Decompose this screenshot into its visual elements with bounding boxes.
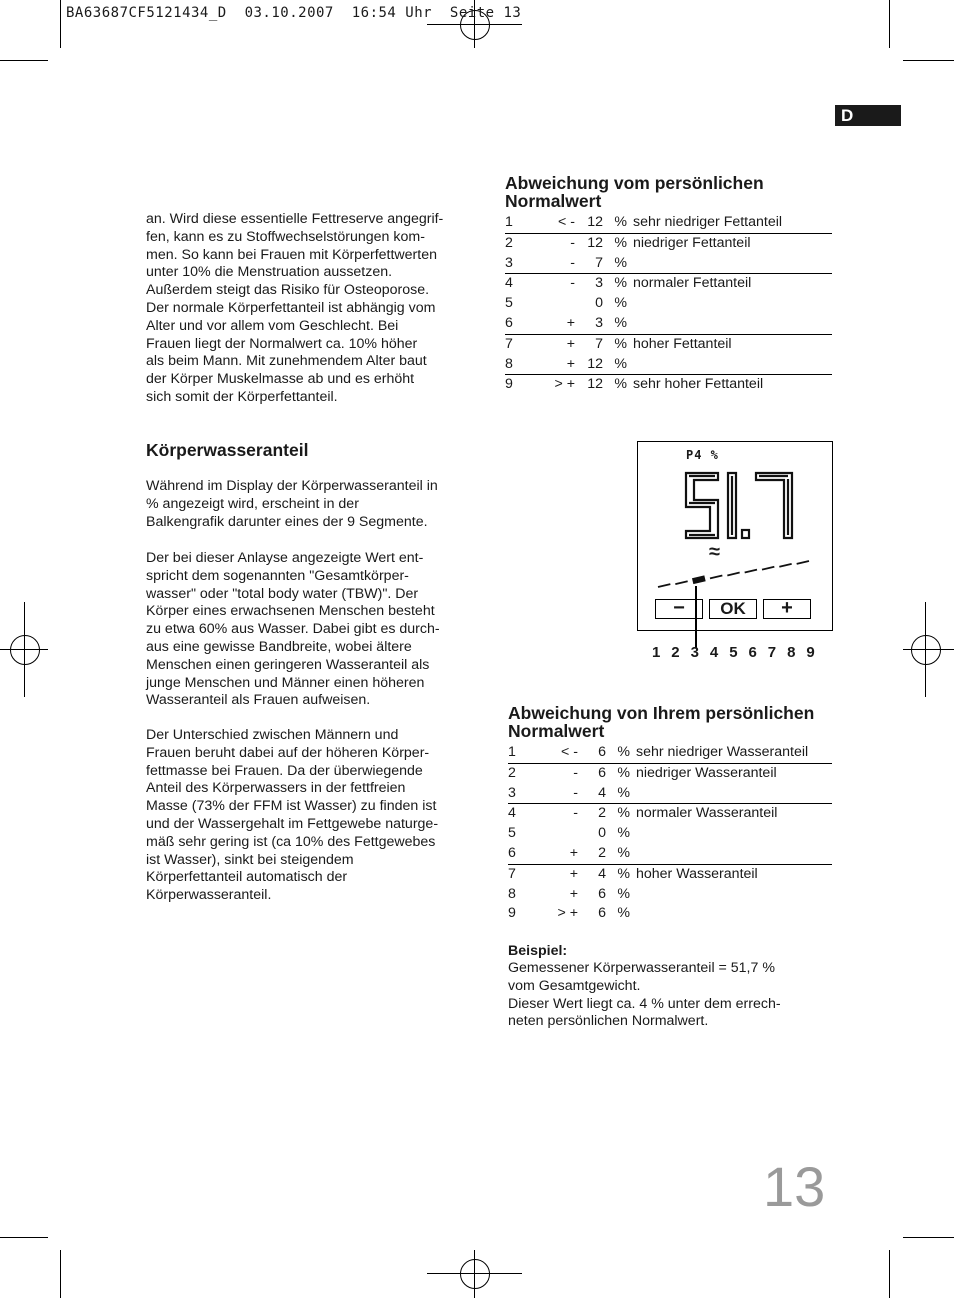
row-label: hoher Fettanteil xyxy=(633,334,832,354)
row-value: 4 xyxy=(598,784,606,801)
row-unit: % xyxy=(603,233,633,253)
segment-labels xyxy=(652,644,826,661)
row-number: 4 xyxy=(505,274,531,294)
row-number: 8 xyxy=(508,885,516,902)
bar-segment xyxy=(658,584,670,587)
row-sign: + xyxy=(531,334,579,354)
row-label xyxy=(633,254,832,274)
row-value: 4 xyxy=(582,864,606,884)
row-value: 6 xyxy=(598,744,606,760)
row-number: 5 xyxy=(508,825,516,842)
fat-table-heading xyxy=(505,174,764,210)
table-row xyxy=(508,763,832,783)
row-sign: - xyxy=(573,784,578,801)
row-unit: % xyxy=(603,274,633,294)
scale-display xyxy=(637,441,833,631)
registration-mark xyxy=(460,1259,490,1289)
row-sign: < - xyxy=(558,214,575,230)
row-unit: % xyxy=(617,885,630,902)
mode-label: P4 % xyxy=(686,448,719,462)
crop-mark xyxy=(903,1237,954,1238)
heading-line: Normalwert xyxy=(505,191,602,211)
row-unit: % xyxy=(617,825,630,842)
row-value: 6 xyxy=(582,763,606,783)
row-label: normaler Fettanteil xyxy=(633,274,832,294)
table-row xyxy=(505,314,832,334)
row-unit: % xyxy=(614,254,627,271)
row-number: 2 xyxy=(508,763,534,783)
table-row xyxy=(508,844,832,864)
row-value: 2 xyxy=(582,804,606,824)
row-value: 7 xyxy=(595,254,603,271)
row-label xyxy=(633,314,832,334)
example-text: Gemessener Körperwasseranteil = 51,7 % vom Gesamtgewicht. Dieser Wert liegt ca. 4 % unter dem errech- neten persönlichen Normalwert. xyxy=(508,960,781,1030)
row-sign: - xyxy=(534,804,582,824)
crop-mark xyxy=(889,0,890,48)
table-row xyxy=(508,784,832,804)
crop-mark xyxy=(60,0,61,48)
print-slug: BA63687CF5121434_D 03.10.2007 16:54 Uhr Seite 13 xyxy=(66,5,522,21)
table-row xyxy=(508,804,832,824)
row-unit: % xyxy=(614,314,627,331)
ok-button[interactable]: OK xyxy=(709,599,757,619)
table-row xyxy=(505,334,832,354)
row-value: 7 xyxy=(579,334,603,354)
row-sign: + xyxy=(566,355,575,372)
body-paragraph: Während im Display der Körperwasseranteil in % angezeigt wird, erscheint in der Balkengrafik darunter eines der 9 Segmente. xyxy=(146,478,438,530)
row-sign: + xyxy=(534,864,582,884)
row-unit: % xyxy=(614,295,627,312)
section-heading-body-water: Körperwasseranteil xyxy=(146,440,309,460)
row-value: 12 xyxy=(579,233,603,253)
row-sign: + xyxy=(566,314,575,331)
row-unit: % xyxy=(617,744,630,760)
segment-label: 8 xyxy=(787,644,796,661)
row-number: 9 xyxy=(505,375,531,395)
row-unit: % xyxy=(606,804,636,824)
segment-label: 9 xyxy=(806,644,815,661)
example-block xyxy=(508,942,838,1031)
row-sign: + xyxy=(569,844,578,861)
bar-segment xyxy=(710,575,722,578)
row-label: sehr niedriger Wasseranteil xyxy=(636,744,809,760)
row-unit: % xyxy=(606,864,636,884)
heading-line: Normalwert xyxy=(508,721,605,741)
row-unit: % xyxy=(606,763,636,783)
water-table-heading xyxy=(508,704,814,740)
table-row xyxy=(508,743,832,763)
row-label xyxy=(633,294,832,314)
bar-segment xyxy=(727,573,739,576)
seven-segment-reading xyxy=(680,470,806,544)
crop-mark xyxy=(60,1250,61,1298)
row-label: niedriger Wasseranteil xyxy=(636,763,832,783)
row-number: 5 xyxy=(505,295,513,312)
row-unit: % xyxy=(617,784,630,801)
row-sign xyxy=(534,824,582,844)
row-label xyxy=(636,784,832,804)
row-unit: % xyxy=(617,844,630,861)
segment-label: 4 xyxy=(709,644,719,661)
row-value: 0 xyxy=(598,825,606,842)
row-unit: % xyxy=(617,905,630,922)
bar-segment xyxy=(762,567,774,570)
water-deviation-table xyxy=(508,743,832,924)
table-row xyxy=(508,904,832,924)
row-number: 1 xyxy=(505,214,513,230)
segment-label: 3 xyxy=(690,644,699,661)
row-unit: % xyxy=(614,214,627,230)
row-label: sehr hoher Fettanteil xyxy=(633,375,832,395)
row-sign: > + xyxy=(531,375,579,395)
row-value: 2 xyxy=(598,844,606,861)
segment-label: 7 xyxy=(767,644,777,661)
row-label xyxy=(636,844,832,864)
row-value: 6 xyxy=(598,905,606,922)
row-sign: - xyxy=(570,254,575,271)
table-row xyxy=(508,864,832,884)
segment-label: 6 xyxy=(748,644,757,661)
row-number: 7 xyxy=(505,334,531,354)
row-label xyxy=(636,904,832,924)
row-number: 7 xyxy=(508,864,534,884)
row-value: 3 xyxy=(595,314,603,331)
table-row xyxy=(508,824,832,844)
row-sign: < - xyxy=(561,744,578,760)
row-number: 9 xyxy=(508,905,516,922)
minus-button[interactable]: − xyxy=(655,599,703,619)
body-paragraph: Der bei dieser Anlayse angezeigte Wert ent- spricht dem sogenannten "Gesamtkörper- wasser" oder "total body water (TBW)". Der Körper eines erwachsenen Menschen besteht zu etwa 60% aus Wasser. Dabei gibt es durch- aus eine gewisse Bandbreite, wobei ältere Menschen einen geringeren Wasseranteil als junge Menschen und Männer einen höheren Wasseranteil als Frauen aufweisen. xyxy=(146,550,440,709)
row-label: niedriger Fettanteil xyxy=(633,233,832,253)
row-label: hoher Wasseranteil xyxy=(636,864,832,884)
segment-bar-graph xyxy=(654,559,816,591)
row-number: 6 xyxy=(505,314,513,331)
row-label: sehr niedriger Fettanteil xyxy=(633,214,783,230)
row-sign: > + xyxy=(557,905,578,922)
plus-button[interactable]: + xyxy=(763,599,811,619)
segment-label: 1 xyxy=(652,644,661,661)
registration-mark xyxy=(911,635,941,665)
table-row xyxy=(505,233,832,253)
row-unit: % xyxy=(603,334,633,354)
row-number: 6 xyxy=(508,844,516,861)
table-row xyxy=(505,294,832,314)
row-value: 0 xyxy=(595,295,603,312)
row-sign: - xyxy=(534,763,582,783)
row-value: 3 xyxy=(579,274,603,294)
bar-segment xyxy=(797,561,809,564)
table-row xyxy=(505,213,832,233)
crop-mark xyxy=(889,1250,890,1298)
segment-pointer-line xyxy=(695,586,697,648)
row-number: 2 xyxy=(505,233,531,253)
row-unit: % xyxy=(603,375,633,395)
row-number: 4 xyxy=(508,804,534,824)
row-number: 3 xyxy=(508,784,516,801)
segment-label: 5 xyxy=(729,644,738,661)
row-value: 12 xyxy=(587,355,603,372)
row-value: 12 xyxy=(587,214,603,230)
bar-segment xyxy=(779,564,791,567)
example-label: Beispiel: xyxy=(508,943,568,959)
segment-label: 2 xyxy=(671,644,680,661)
water-drop-icon: ≈ xyxy=(709,541,720,563)
row-label: normaler Wasseranteil xyxy=(636,804,832,824)
table-row xyxy=(505,254,832,274)
crop-mark xyxy=(0,1237,48,1238)
language-tab: D xyxy=(835,105,901,126)
row-label xyxy=(636,885,832,905)
row-label xyxy=(633,355,832,375)
row-sign xyxy=(531,294,579,314)
table-row xyxy=(505,375,832,395)
crop-mark xyxy=(0,60,48,61)
fat-deviation-table xyxy=(505,213,832,395)
intro-paragraph: an. Wird diese essentielle Fettreserve angegrif- fen, kann es zu Stoffwechselstörungen kom- men. So kann bei Frauen mit Körperfettwerten unter 10% die Menstruation aussetzen. Außerdem steigt das Risiko für Osteoporose. Der normale Körperfettanteil ist abhängig vom Alter und vor allem vom Geschlecht. Bei Frauen liegt der Normalwert ca. 10% höher als beim Mann. Mit zunehmendem Alter baut der Körper Muskelmasse ab und es erhöht sich somit der Körperfettanteil. xyxy=(146,211,444,405)
bar-segment xyxy=(693,578,705,581)
bar-segment xyxy=(675,581,687,584)
row-sign: - xyxy=(531,233,579,253)
table-row xyxy=(505,274,832,294)
row-number: 3 xyxy=(505,254,513,271)
row-value: 6 xyxy=(598,885,606,902)
row-number: 1 xyxy=(508,744,516,760)
row-label xyxy=(636,824,832,844)
table-row xyxy=(508,885,832,905)
row-sign: + xyxy=(569,885,578,902)
row-value: 12 xyxy=(579,375,603,395)
row-number: 8 xyxy=(505,355,513,372)
heading-line: Abweichung vom persönlichen xyxy=(505,173,764,193)
table-row xyxy=(505,355,832,375)
row-unit: % xyxy=(614,355,627,372)
registration-mark xyxy=(10,635,40,665)
row-sign: - xyxy=(531,274,579,294)
page-number: 13 xyxy=(763,1155,826,1218)
bar-segment xyxy=(745,570,757,573)
body-paragraph: Der Unterschied zwischen Männern und Frauen beruht dabei auf der höheren Körper- fettmasse bei Frauen. Da der überwiegende Anteil des Körperwassers in der fettfreien Masse (73% der FFM ist Wasser) zu finden ist und der Wassergehalt im Fettgewebe naturge- mäß sehr gering ist (ca 10% des Fettgewebes ist Wasser), sinkt bei steigendem Körperfettanteil automatisch der Körperwasseranteil. xyxy=(146,727,439,904)
heading-line: Abweichung von Ihrem persönlichen xyxy=(508,703,815,723)
crop-mark xyxy=(903,60,954,61)
